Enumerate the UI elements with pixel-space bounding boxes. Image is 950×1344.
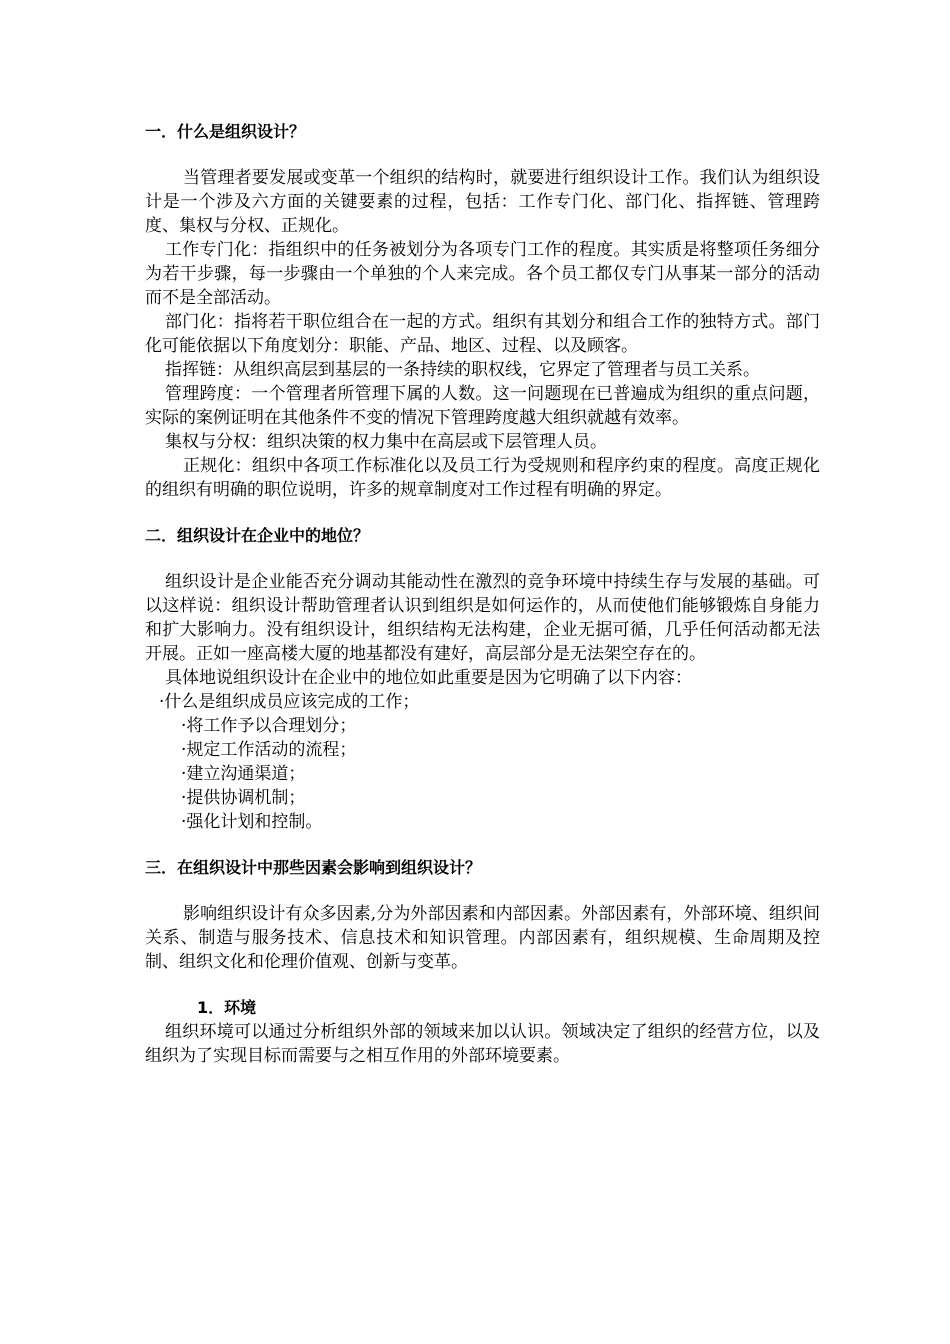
list-item: ·提供协调机制； (181, 788, 306, 808)
document-page (145, 120, 820, 1068)
environment-subheading: 1．环境 (197, 998, 257, 1017)
section-1-heading: 一．什么是组织设计？ (145, 122, 306, 141)
section-1-intro-paragraph: 当管理者要发展或变革一个组织的结构时，就要进行组织设计工作。我们认为组织设计是一个涉及六方面的关键要素的过程，包括：工作专门化、部门化、指挥链、管理跨度、集权与分权、正规化。 (145, 168, 820, 236)
list-item: ·建立沟通渠道； (181, 764, 306, 784)
list-item: ·什么是组织成员应该完成的工作； (159, 692, 420, 712)
departmentalization-paragraph: 部门化：指将若干职位组合在一起的方式。组织有其划分和组合工作的独特方式。部门化可能依据以下角度划分：职能、产品、地区、过程、以及顾客。 (145, 312, 820, 356)
section-3-intro-paragraph: 影响组织设计有众多因素,分为外部因素和内部因素。外部因素有，外部环境、组织间关系、制造与服务技术、信息技术和知识管理。内部因素有，组织规模、生命周期及控制、组织文化和伦理价值观、创新与变革。 (145, 904, 820, 972)
span-of-control-paragraph: 管理跨度：一个管理者所管理下属的人数。这一问题现在已普遍成为组织的重点问题，实际的案例证明在其他条件不变的情况下管理跨度越大组织就越有效率。 (145, 384, 820, 428)
formalization-paragraph: 正规化：组织中各项工作标准化以及员工行为受规则和程序约束的程度。高度正规化的组织有明确的职位说明，许多的规章制度对工作过程有明确的界定。 (145, 456, 820, 500)
chain-of-command-paragraph: 指挥链：从组织高层到基层的一条持续的职权线，它界定了管理者与员工关系。 (165, 360, 760, 380)
list-item: ·将工作予以合理划分； (181, 716, 357, 736)
section-2-intro-paragraph: 组织设计是企业能否充分调动其能动性在激烈的竞争环境中持续生存与发展的基础。可以这样说：组织设计帮助管理者认识到组织是如何运作的，从而使他们能够锻炼自身能力和扩大影响力。没有组织设计，组织结构无法构建，企业无据可循，几乎任何活动都无法开展。正如一座高楼大厦的地基都没有建好，高层部分是无法架空存在的。 (145, 572, 820, 664)
section-3-heading: 三．在组织设计中那些因素会影响到组织设计？ (145, 858, 482, 877)
list-item: ·规定工作活动的流程； (181, 740, 357, 760)
list-item: ·强化计划和控制。 (181, 812, 323, 832)
work-specialization-paragraph: 工作专门化：指组织中的任务被划分为各项专门工作的程度。其实质是将整项任务细分为若干步骤，每一步骤由一个单独的个人来完成。各个员工都仅专门从事某一部分的活动而不是全部活动。 (145, 240, 820, 308)
centralization-paragraph: 集权与分权：组织决策的权力集中在高层或下层管理人员。 (165, 432, 607, 452)
section-2-list-intro: 具体地说组织设计在企业中的地位如此重要是因为它明确了以下内容： (165, 668, 692, 688)
environment-paragraph: 组织环境可以通过分析组织外部的领域来加以认识。领域决定了组织的经营方位，以及组织为了实现目标而需要与之相互作用的外部环境要素。 (145, 1022, 820, 1066)
section-2-heading: 二．组织设计在企业中的地位？ (145, 526, 370, 545)
